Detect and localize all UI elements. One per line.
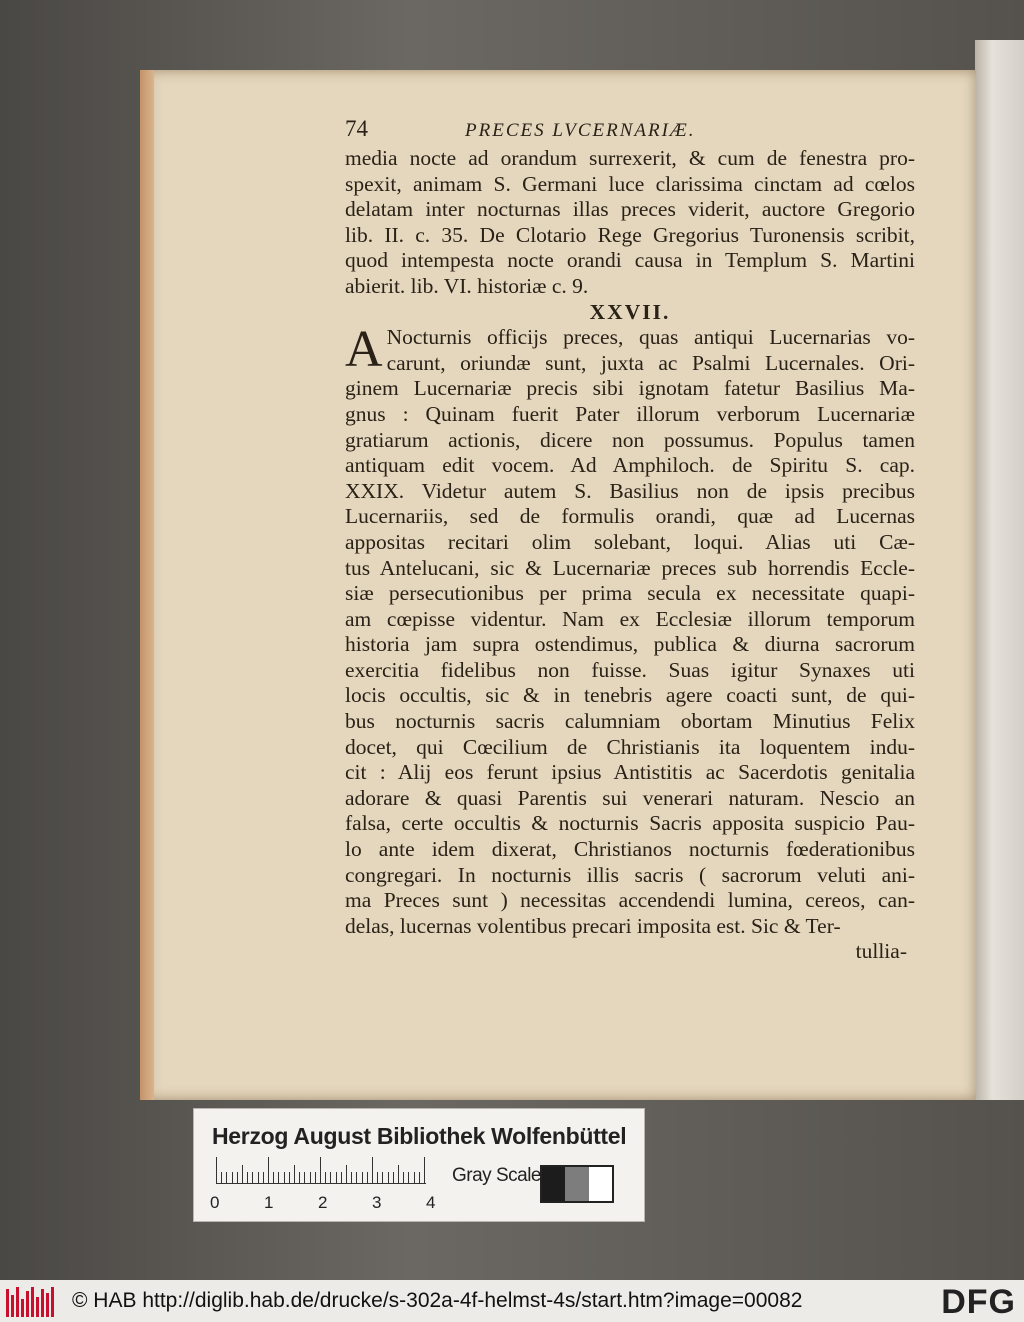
text-line: historia jam supra ostendimus, publica & diurna sacrorum — [345, 632, 915, 657]
ruler-tick — [216, 1157, 217, 1183]
ruler-tick — [258, 1172, 259, 1183]
footer-link[interactable]: © HAB http://diglib.hab.de/drucke/s-302a-4f-helmst-4s/start.htm?image=00082 — [72, 1289, 803, 1312]
ruler-tick — [310, 1172, 311, 1183]
text-line: falsa, certe occultis & nocturnis Sacris apposita suspicio Pau- — [345, 811, 915, 836]
ruler-tick — [320, 1157, 321, 1183]
text-line: ginem Lucernariæ precis sibi ignotam fatetur Basilius Ma- — [345, 376, 915, 401]
ruler-baseline — [216, 1183, 426, 1184]
catchword: tullia- — [855, 939, 907, 964]
ruler-number: 2 — [318, 1193, 328, 1212]
ruler-tick — [382, 1172, 383, 1183]
page-text-block — [345, 116, 915, 965]
text-line: XXIX. Videtur autem S. Basilius non de ipsis precibus — [345, 478, 915, 503]
page-header — [345, 116, 915, 146]
ruler-tick — [351, 1172, 352, 1183]
ruler-numbers — [210, 1193, 450, 1213]
text-line: congregari. In nocturnis illis sacris ( sacrorum veluti ani- — [345, 862, 915, 887]
text-line: delas, lucernas volentibus precari imposita est. Sic & Ter- — [345, 913, 841, 938]
text-line: media nocte ad orandum surrexerit, & cum de fenestra pro- — [345, 146, 915, 170]
ruler-tick — [237, 1172, 238, 1183]
text-line: Lucernariis, sed de formulis orandi, quæ ad Lucernas — [345, 504, 915, 529]
text-line: locis occultis, sic & in tenebris agere coacti sunt, de qui- — [345, 683, 915, 708]
text-line: carunt, oriundæ sunt, juxta ac Psalmi Lucernales. Ori- — [386, 350, 915, 375]
ruler-tick — [341, 1172, 342, 1183]
text-line: spexit, animam S. Germani luce clarissima cinctam ad cœlos — [345, 171, 915, 196]
ruler-tick — [284, 1172, 285, 1183]
text-line: gratiarum actionis, dicere non possumus. Populus tamen — [345, 427, 915, 452]
ruler-tick — [232, 1172, 233, 1183]
page-fore-edge — [140, 70, 154, 1100]
ruler-tick — [278, 1172, 279, 1183]
ruler-tick — [336, 1172, 337, 1183]
scale-ruler — [216, 1157, 426, 1183]
gray-swatch — [542, 1167, 565, 1201]
grayscale-swatches — [540, 1165, 614, 1203]
dropcap-letter: A — [345, 321, 383, 379]
barcode-icon — [6, 1285, 58, 1317]
ruler-number: 4 — [426, 1193, 436, 1212]
text-line: lo ante idem dixerat, Christianos nocturnis fœderationibus — [345, 837, 915, 862]
footer-bar — [0, 1280, 1024, 1322]
text-line: antiquam edit vocem. Ad Amphiloch. de Spiritu S. cap. — [345, 453, 915, 478]
ruler-tick — [289, 1172, 290, 1183]
section-heading: XXVII. — [589, 299, 671, 324]
text-line: lib. II. c. 35. De Clotario Rege Gregorius Turonensis scribit, — [345, 222, 915, 247]
ruler-tick — [252, 1172, 253, 1183]
dropcap-paragraph-start — [345, 321, 915, 379]
ruler-tick — [325, 1172, 326, 1183]
pre-heading-lines — [345, 146, 915, 300]
ruler-tick — [346, 1165, 347, 1183]
ruler-tick — [247, 1172, 248, 1183]
ruler-tick — [304, 1172, 305, 1183]
gray-swatch — [589, 1167, 612, 1201]
card-title: Herzog August Bibliothek Wolfenbüttel — [212, 1123, 627, 1149]
ruler-tick — [362, 1172, 363, 1183]
text-line: abierit. lib. VI. historiæ c. 9. — [345, 273, 589, 298]
text-line: siæ persecutionibus per prima secula ex necessitate quapi- — [345, 581, 915, 606]
text-line: exercitia fidelibus non fuisse. Suas igitur Synaxes uti — [345, 657, 915, 682]
ruler-tick — [315, 1172, 316, 1183]
gray-swatch — [565, 1167, 588, 1201]
ruler-tick — [294, 1165, 295, 1183]
text-line: docet, qui Cœcilium de Christianis ita loquentem indu- — [345, 734, 915, 759]
ruler-tick — [419, 1172, 420, 1183]
ruler-tick — [273, 1172, 274, 1183]
ruler-tick — [393, 1172, 394, 1183]
body-lines — [345, 376, 915, 939]
page-number: 74 — [345, 116, 368, 141]
text-line: adorare & quasi Parentis sui venerari naturam. Nescio an — [345, 785, 915, 810]
text-line: appositas recitari olim solebant, loqui. Alias uti Cæ- — [345, 529, 915, 554]
ruler-tick — [398, 1165, 399, 1183]
ruler-tick — [372, 1157, 373, 1183]
ruler-tick — [403, 1172, 404, 1183]
ruler-tick — [367, 1172, 368, 1183]
ruler-number: 1 — [264, 1193, 274, 1212]
ruler-tick — [424, 1157, 425, 1183]
dfg-logo: DFG — [941, 1283, 1016, 1321]
text-line: tus Antelucani, sic & Lucernariæ preces sub horrendis Eccle- — [345, 555, 915, 580]
ruler-tick — [226, 1172, 227, 1183]
ruler-tick — [356, 1172, 357, 1183]
ruler-tick — [414, 1172, 415, 1183]
color-calibration-card — [193, 1108, 645, 1222]
ruler-tick — [268, 1157, 269, 1183]
text-line: am cœpisse videntur. Nam ex Ecclesiæ illorum temporum — [345, 606, 915, 631]
ruler-tick — [388, 1172, 389, 1183]
ruler-tick — [263, 1172, 264, 1183]
text-line: Nocturnis officijs preces, quas antiqui Lucernarias vo- — [386, 325, 915, 350]
ruler-number: 3 — [372, 1193, 382, 1212]
book-edge — [975, 40, 1024, 1100]
grayscale-label: Gray Scale — [452, 1165, 541, 1186]
text-line: ma Preces sunt ) necessitas accendendi lumina, cereos, can- — [345, 888, 915, 913]
text-line: quod intempesta nocte orandi causa in Templum S. Martini — [345, 248, 915, 273]
ruler-tick — [377, 1172, 378, 1183]
ruler-tick — [408, 1172, 409, 1183]
running-head: PRECES LVCERNARIÆ. — [465, 120, 696, 141]
text-line: gnus : Quinam fuerit Pater illorum verborum Lucernariæ — [345, 401, 915, 426]
ruler-tick — [242, 1165, 243, 1183]
ruler-number: 0 — [210, 1193, 220, 1212]
text-line: delatam inter nocturnas illas preces viderit, auctore Gregorio — [345, 197, 915, 222]
text-line: bus nocturnis sacris calumniam obortam Minutius Felix — [345, 709, 915, 734]
text-line: cit : Alij eos ferunt ipsius Antistitis ac Sacerdotis genitalia — [345, 760, 915, 785]
ruler-tick — [330, 1172, 331, 1183]
ruler-tick — [221, 1172, 222, 1183]
ruler-tick — [299, 1172, 300, 1183]
